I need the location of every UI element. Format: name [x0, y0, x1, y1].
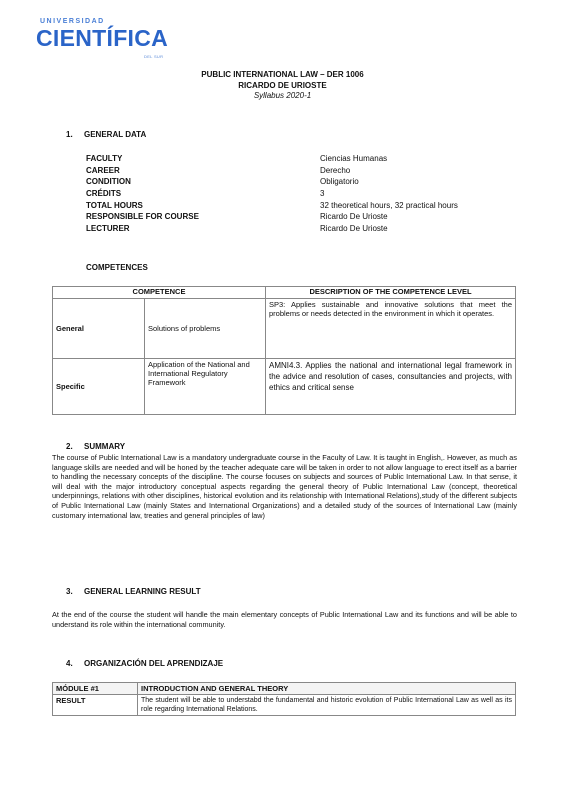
competence-type: General — [53, 299, 145, 359]
general-data-label: CRÉDITS — [86, 189, 122, 199]
section-title: ORGANIZACIÓN DEL APRENDIZAJE — [84, 659, 224, 668]
section-learning-heading — [66, 587, 201, 596]
result-text: The student will be able to understabd the fundamental and historic evolution of Public International Law as well as its role regarding International Relations. — [138, 695, 516, 716]
section-number: 1. — [66, 130, 73, 139]
section-organization-heading — [66, 659, 223, 668]
general-data-label: FACULTY — [86, 154, 123, 163]
module-title: INTRODUCTION AND GENERAL THEORY — [138, 683, 516, 695]
table-header-description: DESCRIPTION OF THE COMPETENCE LEVEL — [266, 287, 516, 299]
section-title: SUMMARY — [84, 442, 126, 451]
general-data-label: RESPONSIBLE FOR COURSE — [86, 212, 199, 222]
table-row — [53, 299, 516, 359]
summary-paragraph: The course of Public International Law is a mandatory undergraduate course in the Faculty of Law. It is taught in English,. However, as much as language skills are needed and will be honed by the teacher adequate care will be taken in order to not allow language to erect itself as a barrier to handling the necessary concepts of the discipline. The course focuses on subjects and sources of Public International Law. In that sense, it will deal with the major introductory conceptual aspects regarding the general theory of Public International Law (concept, theoretical underpinnings, relations with other disciplines, historical evolution and its relationship with International Relations),study of the different subjects of Public International Law (mainly States and International Organizations) and a detailed study of the sources of International Law (mainly customary international law, treaties and general principles of law) — [52, 453, 517, 520]
table-row — [53, 683, 516, 695]
module-label: MÓDULE #1 — [53, 683, 138, 695]
general-data-value: Ricardo De Urioste — [320, 212, 388, 222]
general-data-value: Obligatorio — [320, 177, 359, 187]
competence-table — [52, 286, 516, 415]
table-row — [53, 695, 516, 716]
general-data-label: CAREER — [86, 165, 120, 175]
course-title: PUBLIC INTERNATIONAL LAW – DER 1006 — [201, 70, 364, 79]
section-summary-heading — [66, 442, 125, 451]
section-title: GENERAL DATA — [84, 130, 147, 139]
general-data-value: 32 theoretical hours, 32 practical hours — [320, 200, 458, 210]
result-label: RESULT — [53, 695, 138, 716]
section-number: 2. — [66, 442, 73, 451]
table-header-competence: COMPETENCE — [53, 287, 266, 299]
university-logo — [36, 18, 169, 64]
logo-main-text: CIENTÍFICA — [36, 25, 169, 51]
course-author: RICARDO DE URIOSTE — [238, 80, 327, 90]
competence-description: AMNI4.3. Applies the national and international legal framework in the advice and resolution of cases, consultancies and projects, with ethics and critical sense — [266, 359, 516, 415]
competence-name: Application of the National and International Regulatory Framework — [145, 359, 266, 415]
table-row — [53, 359, 516, 415]
general-data-label: CONDITION — [86, 177, 131, 187]
competence-description: SP3: Applies sustainable and innovative solutions that meet the problems or needs detected in the environment in which it operates. — [266, 299, 516, 359]
learning-paragraph: At the end of the course the student will handle the main elementary concepts of Public International Law and its functions and will be able to understand its role within the international community. — [52, 610, 517, 629]
table-header-row — [53, 287, 516, 299]
syllabus-label: Syllabus 2020-1 — [253, 91, 312, 100]
section-number: 3. — [66, 587, 73, 596]
general-data-value: Ricardo De Urioste — [320, 224, 388, 234]
general-data-label: LECTURER — [86, 224, 130, 234]
competences-heading: COMPETENCES — [86, 263, 148, 272]
general-data-value: Derecho — [320, 165, 351, 175]
competence-name: Solutions of problems — [145, 299, 266, 359]
general-data-value: Ciencias Humanas — [320, 154, 388, 163]
logo-sub-text: DEL SUR — [144, 54, 164, 59]
section-number: 4. — [66, 659, 73, 668]
section-general-data-heading — [66, 130, 146, 139]
module-table — [52, 682, 516, 716]
logo-top-text: UNIVERSIDAD — [40, 18, 105, 25]
general-data-value: 3 — [320, 189, 325, 199]
general-data-label: TOTAL HOURS — [86, 200, 143, 210]
competence-type: Specific — [53, 359, 145, 415]
document-header — [0, 70, 565, 102]
section-title: GENERAL LEARNING RESULT — [84, 587, 201, 596]
